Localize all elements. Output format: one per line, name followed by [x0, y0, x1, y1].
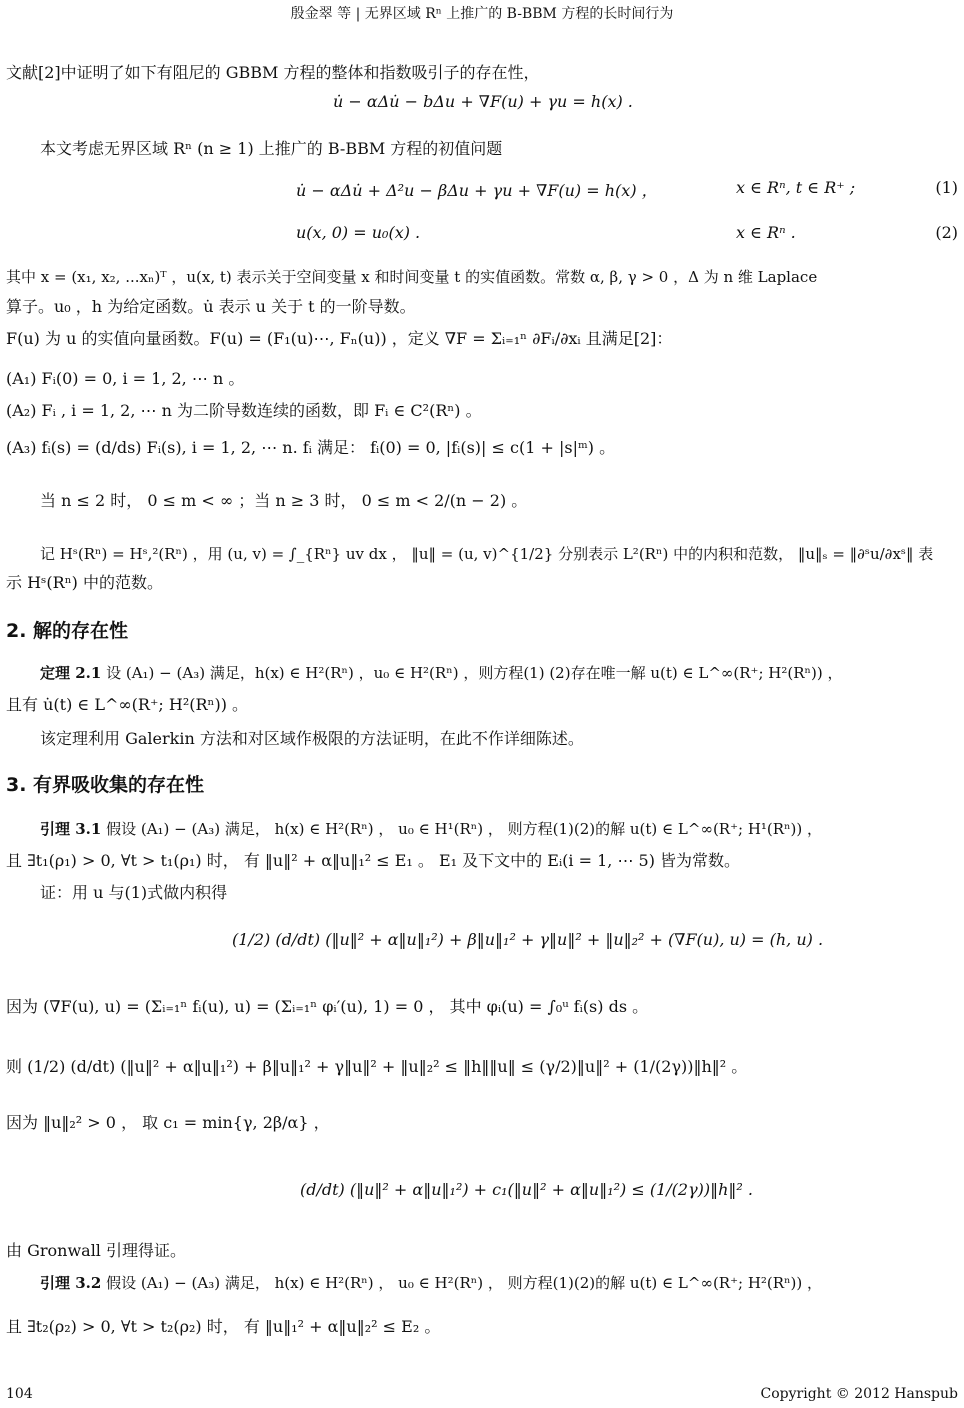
- equation-inner-product: (1/2) (d/dt) (‖u‖² + α‖u‖₁²) + β‖u‖₁² + γ‖u‖² + ‖u‖₂² + (∇̄F(u), u) = (h, u) .: [232, 930, 824, 949]
- section-heading: 2. 解的存在性: [6, 620, 129, 642]
- paragraph-line: 示 Hˢ(Rⁿ) 中的范数。: [6, 573, 163, 592]
- lemma-label: 引理 3.2: [40, 1274, 102, 1292]
- assumption-a3: (A₃) fᵢ(s) = (d/ds) Fᵢ(s), i = 1, 2, ⋯ n. fᵢ 满足： fᵢ(0) = 0, |fᵢ(s)| ≤ c(1 + |s|ᵐ) 。: [6, 438, 616, 457]
- theorem-text: 设 (A₁) − (A₃) 满足，h(x) ∈ H²(Rⁿ) ，u₀ ∈ H²(Rⁿ) ，则方程(1) (2)存在唯一解 u(t) ∈ L^∞(R⁺; H²(Rⁿ)) ，: [101, 664, 843, 682]
- paragraph-line: 则 (1/2) (d/dt) (‖u‖² + α‖u‖₁²) + β‖u‖₁² + γ‖u‖² + ‖u‖₂² ≤ ‖h‖‖u‖ ≤ (γ/2)‖u‖² + (1/(2γ))‖h‖² 。: [6, 1057, 748, 1076]
- lemma-text: 假设 (A₁) − (A₃) 满足， h(x) ∈ H²(Rⁿ) ， u₀ ∈ H²(Rⁿ) ， 则方程(1)(2)的解 u(t) ∈ L^∞(R⁺; H²(Rⁿ)) ，: [101, 1274, 823, 1292]
- theorem-2-1-line: [40, 662, 843, 684]
- paragraph-line: 其中 x = (x₁, x₂, ...xₙ)ᵀ ，u(x, t) 表示关于空间变量 x 和时间变量 t 的实值函数。常数 α, β, γ > 0 ，Δ 为 n 维 Laplace: [6, 268, 818, 286]
- theorem-label: 定理 2.1: [40, 664, 102, 682]
- equation-number: (1): [935, 178, 958, 197]
- paragraph-line: 因为 (∇̄F(u), u) = (Σᵢ₌₁ⁿ fᵢ(u), u) = (Σᵢ₌₁ⁿ φᵢ′(u), 1) = 0 ， 其中 φᵢ(u) = ∫₀ᵘ fᵢ(s) ds 。: [6, 997, 649, 1016]
- paragraph-line: 算子。u₀ ，h 为给定函数。u̇ 表示 u 关于 t 的一阶导数。: [6, 297, 416, 316]
- lemma-3-2-continuation: 且 ∃t₂(ρ₂) > 0, ∀t > t₂(ρ₂) 时， 有 ‖u‖₁² + α‖u‖₂² ≤ E₂ 。: [6, 1317, 441, 1336]
- lemma-3-2-line: [40, 1272, 822, 1294]
- equation-number: (2): [935, 223, 958, 242]
- assumption-a1: (A₁) Fᵢ(0) = 0, i = 1, 2, ⋯ n 。: [6, 369, 245, 388]
- section-heading: 3. 有界吸收集的存在性: [6, 774, 205, 796]
- paragraph-line: 文献[2]中证明了如下有阻尼的 GBBM 方程的整体和指数吸引子的存在性，: [6, 63, 540, 82]
- paragraph-line: 当 n ≤ 2 时， 0 ≤ m < ∞ ；当 n ≥ 3 时， 0 ≤ m < 2/(n − 2) 。: [40, 491, 528, 510]
- copyright-notice: Copyright © 2012 Hanspub: [760, 1386, 958, 1402]
- theorem-2-1-continuation: 且有 u̇(t) ∈ L^∞(R⁺; H²(Rⁿ)) 。: [6, 695, 249, 714]
- paragraph-line: 记 Hˢ(Rⁿ) = Hˢ,²(Rⁿ) ，用 (u, v) = ∫_{Rⁿ} uv dx ， ‖u‖ = (u, v)^{1/2} 分别表示 L²(Rⁿ) 中的内积和范数， ‖u‖ₛ = ‖∂ˢu/∂xˢ‖ 表: [40, 545, 934, 563]
- page-number: 104: [6, 1386, 33, 1402]
- lemma-3-1-line: [40, 818, 822, 840]
- paragraph-line: 因为 ‖u‖₂² > 0 ， 取 c₁ = min{γ, 2β/α} ，: [6, 1113, 330, 1132]
- lemma-3-1-continuation: 且 ∃t₁(ρ₁) > 0, ∀t > t₁(ρ₁) 时， 有 ‖u‖² + α‖u‖₁² ≤ E₁ 。 E₁ 及下文中的 Eᵢ(i = 1, ⋯ 5) 皆为常数。: [6, 851, 741, 870]
- equation-1: u̇ − αΔu̇ + Δ²u − βΔu + γu + ∇̄F(u) = h(x) ，: [296, 181, 658, 200]
- equation-2-condition: x ∈ Rⁿ .: [736, 223, 796, 242]
- paragraph-line: 本文考虑无界区域 Rⁿ (n ≥ 1) 上推广的 B-BBM 方程的初值问题: [40, 139, 503, 158]
- paragraph-line: 由 Gronwall 引理得证。: [6, 1241, 187, 1260]
- equation-differential-inequality: (d/dt) (‖u‖² + α‖u‖₁²) + c₁(‖u‖² + α‖u‖₁²) ≤ (1/(2γ))‖h‖² .: [300, 1180, 754, 1199]
- lemma-text: 假设 (A₁) − (A₃) 满足， h(x) ∈ H²(Rⁿ) ， u₀ ∈ H¹(Rⁿ) ， 则方程(1)(2)的解 u(t) ∈ L^∞(R⁺; H¹(Rⁿ)) ，: [101, 820, 823, 838]
- lemma-label: 引理 3.1: [40, 820, 102, 838]
- assumption-a2: (A₂) Fᵢ , i = 1, 2, ⋯ n 为二阶导数连续的函数，即 Fᵢ ∈ C²(Rⁿ) 。: [6, 401, 482, 420]
- paragraph-line: F(u) 为 u 的实值向量函数。F(u) = (F₁(u)⋯, Fₙ(u)) ，定义 ∇̄F = Σᵢ₌₁ⁿ ∂Fᵢ/∂xᵢ 且满足[2]：: [6, 329, 673, 348]
- proof-line: 证：用 u 与(1)式做内积得: [40, 883, 228, 902]
- running-header: 殷金翠 等 | 无界区域 Rⁿ 上推广的 B-BBM 方程的长时间行为: [290, 6, 674, 22]
- equation-2: u(x, 0) = u₀(x) .: [296, 223, 421, 242]
- paragraph-line: 该定理利用 Galerkin 方法和对区域作极限的方法证明，在此不作详细陈述。: [40, 729, 584, 748]
- equation-gbbm: u̇ − αΔu̇ − bΔu + ∇F(u) + γu = h(x) .: [333, 92, 633, 111]
- equation-1-condition: x ∈ Rⁿ, t ∈ R⁺ ;: [736, 178, 856, 197]
